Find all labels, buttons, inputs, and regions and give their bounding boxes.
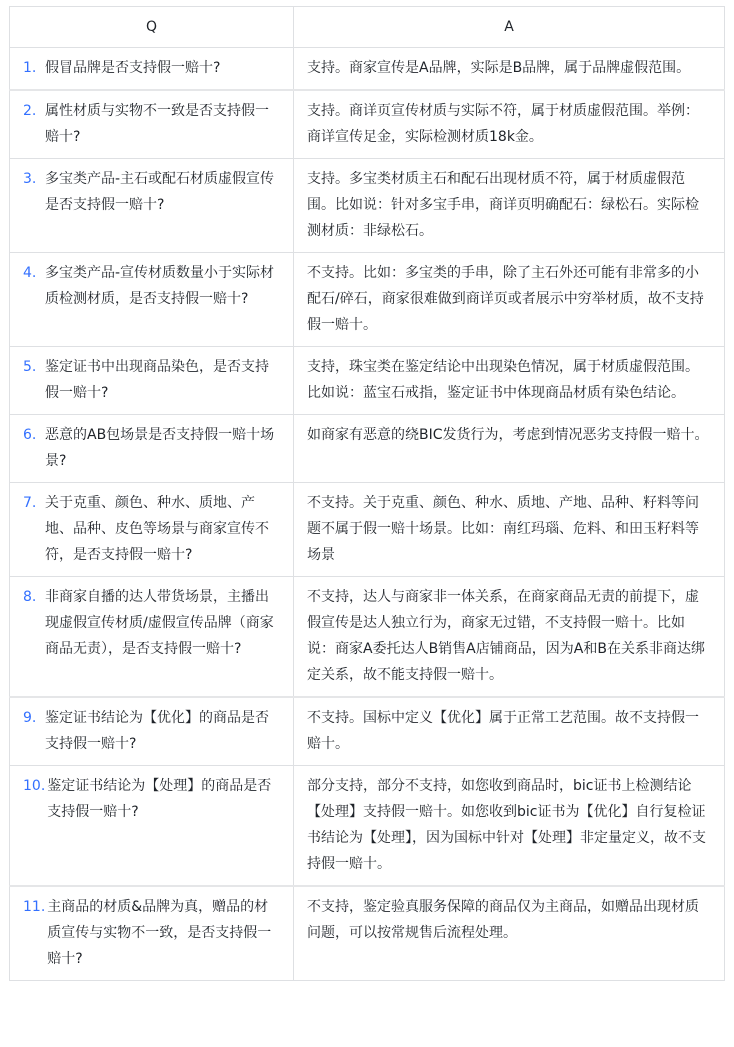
question-text: 鉴定证书中出现商品染色，是否支持假一赔十? <box>45 359 269 401</box>
question-number: 1. <box>23 60 37 76</box>
question-number: 10. <box>23 778 46 794</box>
question-text: 恶意的AB包场景是否支持假一赔十场景? <box>45 427 275 469</box>
column-header-a: A <box>294 7 725 48</box>
answer-cell <box>294 697 725 766</box>
answer-text: 不支持，达人与商家非一体关系，在商家商品无责的前提下，虚假宣传是达人独立行为，商家无过错，不支持假一赔十。比如说：商家A委托达人B销售A店铺商品，因为A和B在关系非商达绑定关系，故不能支持假一赔十。 <box>307 589 705 683</box>
question-number: 5. <box>23 359 37 375</box>
answer-cell <box>294 90 725 159</box>
table-row <box>10 415 725 483</box>
question-cell <box>10 697 294 766</box>
answer-cell <box>294 347 725 415</box>
question-text: 多宝类产品-主石或配石材质虚假宣传是否支持假一赔十? <box>45 171 275 213</box>
question-number: 7. <box>23 495 37 511</box>
table-row <box>10 159 725 253</box>
answer-text: 不支持。比如：多宝类的手串，除了主石外还可能有非常多的小配石/碎石，商家很难做到商详页或者展示中穷举材质，故不支持假一赔十。 <box>307 265 704 333</box>
question-cell <box>10 415 294 483</box>
question-text: 属性材质与实物不一致是否支持假一赔十? <box>45 103 269 145</box>
answer-text: 不支持，鉴定验真服务保障的商品仅为主商品，如赠品出现材质问题，可以按常规售后流程处理。 <box>307 899 699 941</box>
table-row <box>10 886 725 981</box>
question-text: 主商品的材质&品牌为真，赠品的材质宣传与实物不一致，是否支持假一赔十? <box>47 899 272 967</box>
table-row <box>10 766 725 887</box>
question-text: 关于克重、颜色、种水、质地、产地、品种、皮色等场景与商家宣传不符，是否支持假一赔十? <box>45 495 269 563</box>
answer-cell <box>294 48 725 91</box>
answer-text: 支持。商家宣传是A品牌，实际是B品牌，属于品牌虚假范围。 <box>307 60 691 76</box>
question-cell <box>10 48 294 91</box>
answer-text: 支持。多宝类材质主石和配石出现材质不符，属于材质虚假范围。比如说：针对多宝手串，商详页明确配石：绿松石。实际检测材质：非绿松石。 <box>307 171 699 239</box>
table-row <box>10 90 725 159</box>
qa-table-body <box>10 48 725 981</box>
answer-cell <box>294 577 725 698</box>
answer-cell <box>294 886 725 981</box>
answer-text: 不支持。国标中定义【优化】属于正常工艺范围。故不支持假一赔十。 <box>307 710 699 752</box>
question-number: 9. <box>23 710 37 726</box>
question-number: 3. <box>23 171 37 187</box>
question-text: 多宝类产品-宣传材质数量小于实际材质检测材质，是否支持假一赔十? <box>45 265 275 307</box>
answer-cell <box>294 483 725 577</box>
question-text: 鉴定证书结论为【处理】的商品是否支持假一赔十? <box>47 778 272 820</box>
answer-cell <box>294 766 725 887</box>
answer-text: 不支持。关于克重、颜色、种水、质地、产地、品种、籽料等问题不属于假一赔十场景。比如：南红玛瑙、危料、和田玉籽料等场景 <box>307 495 699 563</box>
question-number: 4. <box>23 265 37 281</box>
question-cell <box>10 886 294 981</box>
question-cell <box>10 347 294 415</box>
table-row <box>10 697 725 766</box>
question-number: 6. <box>23 427 37 443</box>
answer-text: 部分支持，部分不支持，如您收到商品时，bic证书上检测结论【处理】支持假一赔十。如您收到bic证书为【优化】自行复检证书结论为【处理】，因为国标中针对【处理】非定量定义，故不支持假一赔十。 <box>307 778 706 872</box>
column-header-q: Q <box>10 7 294 48</box>
question-number: 2. <box>23 103 37 119</box>
answer-cell <box>294 415 725 483</box>
table-row <box>10 577 725 698</box>
answer-text: 支持，珠宝类在鉴定结论中出现染色情况，属于材质虚假范围。比如说：蓝宝石戒指，鉴定证书中体现商品材质有染色结论。 <box>307 359 699 401</box>
question-text: 非商家自播的达人带货场景，主播出现虚假宣传材质/虚假宣传品牌（商家商品无责），是否支持假一赔十? <box>45 589 274 657</box>
answer-cell <box>294 159 725 253</box>
answer-cell <box>294 253 725 347</box>
question-cell <box>10 90 294 159</box>
question-cell <box>10 577 294 698</box>
question-cell <box>10 253 294 347</box>
table-row <box>10 253 725 347</box>
answer-text: 如商家有恶意的绕BIC发货行为，考虑到情况恶劣支持假一赔十。 <box>307 427 709 443</box>
question-text: 鉴定证书结论为【优化】的商品是否支持假一赔十? <box>45 710 269 752</box>
answer-text: 支持。商详页宣传材质与实际不符，属于材质虚假范围。举例：商详宣传足金，实际检测材质18k金。 <box>307 103 699 145</box>
question-number: 11. <box>23 899 46 915</box>
question-cell <box>10 766 294 887</box>
table-header-row <box>10 7 725 48</box>
question-cell <box>10 159 294 253</box>
question-number: 8. <box>23 589 37 605</box>
question-cell <box>10 483 294 577</box>
table-row <box>10 48 725 91</box>
table-row <box>10 347 725 415</box>
qa-table <box>9 6 725 981</box>
question-text: 假冒品牌是否支持假一赔十? <box>45 60 221 76</box>
table-row <box>10 483 725 577</box>
